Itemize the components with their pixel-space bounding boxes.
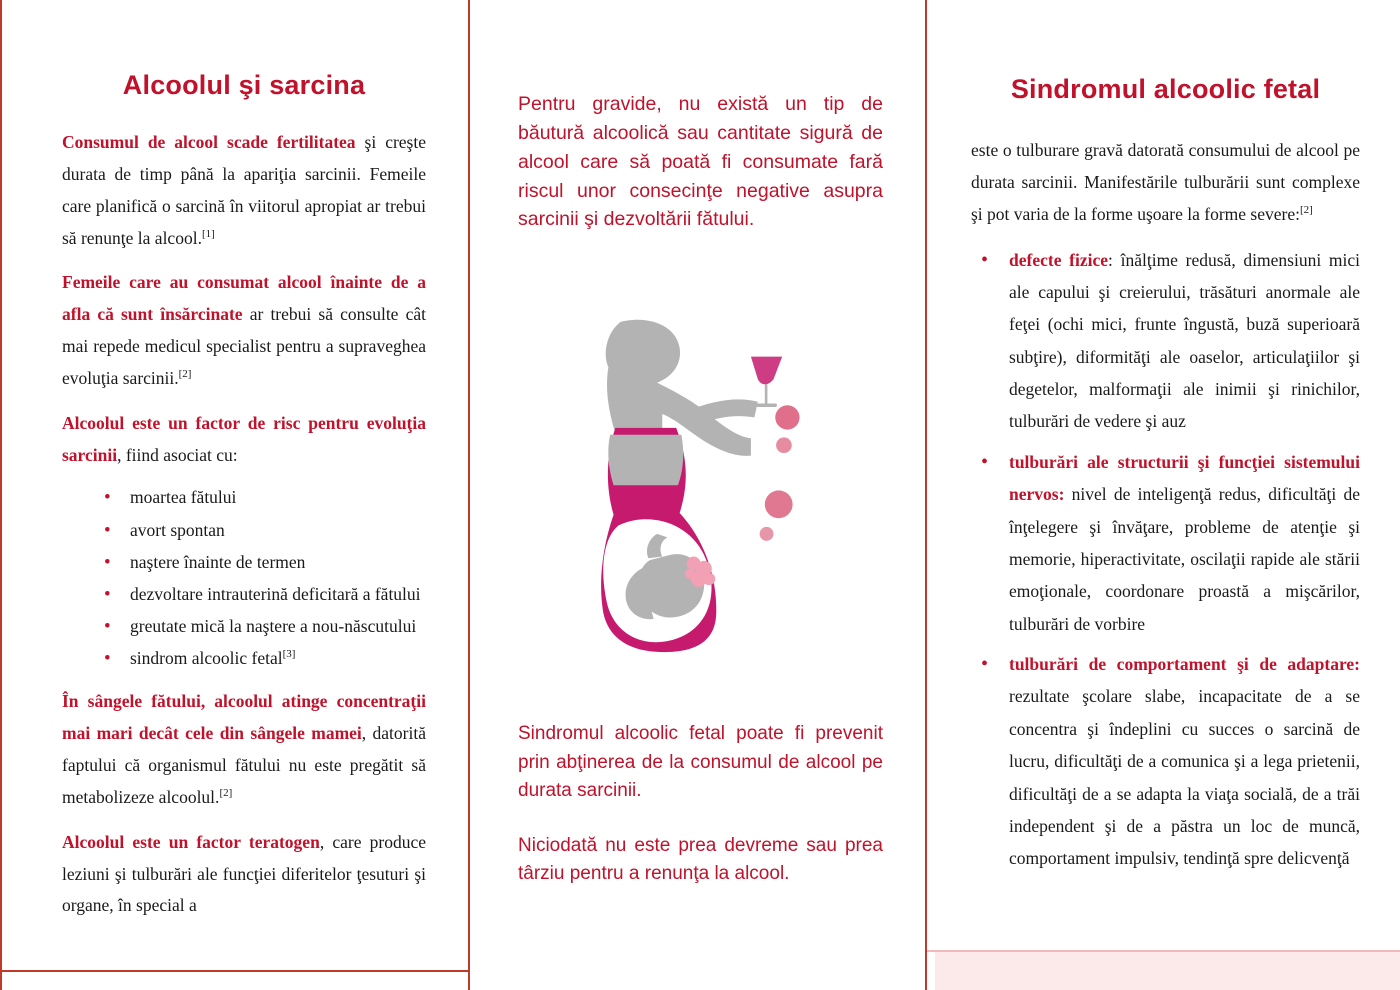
paragraph-bloodconc-lead: În sângele fătului, alcoolul atinge concentraţii mai mari decât cele din sângele mamei <box>62 691 426 744</box>
reference-5: [2] <box>1299 203 1313 216</box>
risk-item-label: greutate mică la naştere a nou-născutului <box>130 616 417 636</box>
paragraph-riskfactor-rest: , fiind asociat cu: <box>117 444 238 465</box>
paragraph-bloodconc-rest: , datorită faptului că organismul fătului nu este pregătit să metabolizeze alcoolul. <box>62 723 426 807</box>
page-title-left: Alcoolul şi sarcina <box>122 70 366 100</box>
middle-top-text: Pentru gravide, nu există un tip de băutură alcoolică sau cantitate sigură de alcool care să poată fi consumate fară riscul unor consecinţe negative asupra sarcinii şi dezvoltării fătului. <box>518 93 883 231</box>
risk-list <box>62 482 426 674</box>
panel-left <box>0 0 470 990</box>
pregnant-woman-alcohol-illustration <box>518 280 883 680</box>
footer-band <box>935 950 1400 990</box>
paragraph-consult-rest: ar trebui să consulte cât mai repede medicul specialist pentru a supraveghea evoluţia sarcinii. <box>62 304 426 388</box>
paragraph-fas-intro-text: este o tulburare gravă datorată consumului de alcool pe durata sarcinii. Manifestările tulburării sunt complexe şi pot varia de la forme uşoare la forme severe: <box>971 140 1360 224</box>
panel-right <box>925 0 1400 990</box>
page-title-right: Sindromul alcoolic fetal <box>1010 74 1321 104</box>
paragraph-consult <box>62 267 426 394</box>
reference-2: [2] <box>178 368 192 381</box>
middle-bottom-texts <box>518 720 883 889</box>
list-item <box>100 515 426 546</box>
manifestation-rest: rezultate şcolare slabe, incapacitate de a se concentra şi îndeplini cu succes o sarcină de lucru, dificultăţi de a comunica şi a lega prietenii, dificultăţi de a se adapta la viaţa socială, de a trăi independent şi de a păstra un loc de muncă, comportament impulsiv, tendinţă spre delicvenţă <box>1009 686 1360 869</box>
reference-3: [3] <box>282 648 296 661</box>
risk-item-label: dezvoltare intrauterină deficitară a fătului <box>130 583 421 604</box>
paragraph-fertility <box>62 127 426 254</box>
fas-manifestations-list <box>971 244 1360 875</box>
risk-item-label: avort spontan <box>130 519 225 540</box>
panel-middle <box>470 0 925 990</box>
list-item <box>977 648 1360 875</box>
manifestation-rest: : înălţime redusă, dimensiuni mici ale capului şi creierului, trăsături anormale ale feţei (ochi mici, frunte îngustă, buză superioară subţire), diformităţi ale oaselor, articulaţiilor şi degetelor, malformaţii ale inimii şi rinichilor, tulburări de vedere şi auz <box>1009 249 1361 432</box>
paragraph-bloodconc <box>62 686 426 813</box>
paragraph-teratogen-lead: Alcoolul este un factor teratogen <box>62 831 320 852</box>
paragraph-teratogen <box>62 827 426 923</box>
list-item <box>100 579 426 610</box>
middle-prevention-text: Sindromul alcoolic fetal poate fi prevenit prin abţinerea de la consumul de alcool pe durata sarcinii. <box>518 723 883 802</box>
manifestation-rest: nivel de inteligenţă redus, dificultăţi de înţelegere şi învăţare, probleme de atenţie şi memorie, hiperactivitate, oscilaţii rapide ale stării emoţionale, coordonare proastă a mişcărilor, tulburări de vorbire <box>1009 484 1360 634</box>
paragraph-fas-intro <box>971 135 1360 231</box>
paragraph-fertility-lead: Consumul de alcool scade fertilitatea <box>62 132 356 152</box>
reference-4: [2] <box>219 786 233 799</box>
paragraph-riskfactor <box>62 408 426 472</box>
paragraph-fertility-rest: şi creşte durata de timp până la apariţia sarcinii. Femeile care planifică o sarcină în viitorul apropiat ar trebui să renunţe la alcool. <box>62 132 426 248</box>
reference-1: [1] <box>201 227 215 240</box>
risk-item-label: moartea fătului <box>130 487 237 508</box>
middle-never-too-late-text: Niciodată nu este prea devreme sau prea târziu pentru a renunţa la alcool. <box>518 834 883 885</box>
manifestation-lead: defecte fizice <box>1009 249 1109 270</box>
paragraph-consult-lead: Femeile care au consumat alcool înainte de a afla că sunt însărcinate <box>62 272 426 325</box>
paragraph-teratogen-rest: , care produce leziuni şi tulburări ale funcţiei diferitelor ţesuturi şi organe, în special a <box>62 831 426 916</box>
manifestation-lead: tulburări de comportament şi de adaptare: <box>1009 654 1360 675</box>
list-item <box>977 244 1360 438</box>
list-item <box>100 611 426 642</box>
manifestation-lead: tulburări ale structurii şi funcţiei sistemului nervos: <box>1009 451 1360 505</box>
list-item <box>977 446 1360 640</box>
risk-item-label: naştere înainte de termen <box>130 551 306 572</box>
list-item <box>100 482 426 513</box>
paragraph-riskfactor-lead: Alcoolul este un factor de risc pentru evoluţia sarcinii <box>62 412 426 465</box>
list-item <box>100 643 426 674</box>
risk-item-label: sindrom alcoolic fetal <box>130 648 283 669</box>
list-item <box>100 547 426 578</box>
